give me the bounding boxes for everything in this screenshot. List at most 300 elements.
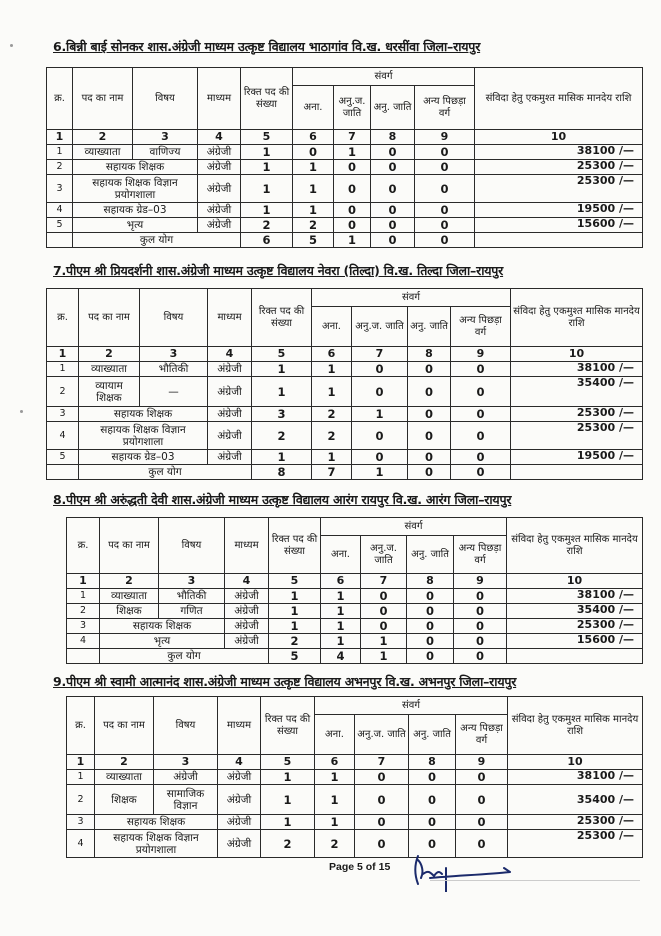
cell-sc: 0 [355,830,409,858]
cell-obc: 0 [451,422,511,450]
cell-general: 1 [293,160,334,175]
cell-post: सहायक ग्रेड–03 [79,450,208,465]
cell-general: 1 [315,785,355,815]
column-number-row [67,755,643,770]
table-row [47,218,643,233]
cell-sr: 4 [67,634,100,649]
cell-salary: 25300 /— [511,422,643,450]
header-obc: अन्य पिछड़ा वर्ग [415,86,475,130]
cell-salary: 19500 /— [475,203,643,218]
cell-sr: 2 [67,785,95,815]
cell-st: 0 [407,589,454,604]
table-row [47,203,643,218]
col-num: 2 [95,755,154,770]
total-sc: 1 [361,649,407,664]
cell-salary: 15600 /— [507,634,643,649]
section-7-title: 7.पीएम श्री प्रियदर्शनी शास.अंग्रेजी माध्यम उत्कृष्ट विद्यालय नेवरा (तिल्दा) वि.ख. तिल्दा जिला–रायपुर [53,263,504,278]
cell-vacant: 1 [269,604,321,619]
cell-sc: 1 [334,145,371,160]
header-post: पद का नाम [95,697,154,755]
total-vacant: 6 [241,233,293,248]
cell-vacant: 1 [261,815,315,830]
cell-post: सहायक शिक्षक [95,815,218,830]
col-num: 8 [408,347,451,362]
cell-medium: अंग्रेजी [225,634,269,649]
header-subject: विषय [154,697,218,755]
cell-post: सहायक शिक्षक विज्ञान प्रयोगशाला [79,422,208,450]
header-general: अना. [315,715,355,755]
cell-salary: 15600 /— [475,218,643,233]
cell-medium: अंग्रेजी [198,218,241,233]
cell-salary: 25300 /— [508,815,643,830]
col-num: 4 [225,574,269,589]
cell-empty [511,465,643,480]
col-num: 5 [261,755,315,770]
header-sc: अनु.ज. जाति [355,715,409,755]
cell-sc: 1 [352,407,408,422]
total-st: 0 [408,465,451,480]
cell-sr: 3 [47,407,79,422]
cell-obc: 0 [456,815,508,830]
header-st: अनु. जाति [409,715,456,755]
section-8-title: 8.पीएम श्री अरुंद्धती देवी शास.अंग्रेजी माध्यम उत्कृष्ट विद्यालय आरंग रायपुर वि.ख. आरंग जिला–रायपुर [53,492,512,507]
cell-empty [475,233,643,248]
section-9-table [66,696,643,858]
cell-empty [47,465,79,480]
cell-sc: 1 [361,634,407,649]
cell-vacant: 2 [252,422,312,450]
cell-obc: 0 [454,634,507,649]
cell-obc: 0 [415,203,475,218]
cell-vacant: 1 [261,785,315,815]
col-num: 10 [507,574,643,589]
cell-subject: — [140,377,208,407]
cell-sc: 0 [352,377,408,407]
table-row [67,589,643,604]
total-general: 7 [312,465,352,480]
cell-salary: 25300 /— [508,830,643,858]
cell-st: 0 [407,619,454,634]
cell-medium: अंग्रेजी [225,619,269,634]
table-row [67,770,643,785]
cell-sr: 3 [67,619,100,634]
col-num: 8 [371,130,415,145]
cell-sc: 0 [352,450,408,465]
cell-subject: अंग्रेजी [154,770,218,785]
col-num: 7 [334,130,371,145]
cell-post: व्याख्याता [95,770,154,785]
cell-sr: 2 [47,160,73,175]
col-num: 10 [511,347,643,362]
col-num: 7 [361,574,407,589]
header-cadre: संवर्ग [312,289,511,307]
cell-post: व्याख्याता [79,362,140,377]
col-num: 10 [475,130,643,145]
cell-salary: 38100 /— [475,145,643,160]
cell-sc: 0 [352,362,408,377]
col-num: 2 [100,574,159,589]
cell-subject: सामाजिक विज्ञान [154,785,218,815]
header-vacant: रिक्त पद की संख्या [269,518,321,574]
header-post: पद का नाम [79,289,140,347]
cell-sc: 0 [355,770,409,785]
cell-medium: अंग्रेजी [208,450,252,465]
col-num: 3 [159,574,225,589]
total-general: 5 [293,233,334,248]
header-cadre: संवर्ग [293,68,475,86]
col-num: 9 [415,130,475,145]
cell-sr: 5 [47,450,79,465]
col-num: 3 [140,347,208,362]
cell-post: सहायक शिक्षक [73,160,198,175]
cell-general: 2 [293,218,334,233]
header-post: पद का नाम [100,518,159,574]
table-row [47,362,643,377]
cell-obc: 0 [456,770,508,785]
header-sc: अनु.ज. जाति [361,536,407,574]
cell-general: 1 [312,450,352,465]
header-sr: क्र. [67,518,100,574]
header-medium: माध्यम [218,697,261,755]
cell-st: 0 [371,145,415,160]
cell-sr: 2 [67,604,100,619]
cell-salary: 25300 /— [507,619,643,634]
cell-general: 1 [312,377,352,407]
cell-obc: 0 [451,377,511,407]
cell-medium: अंग्रेजी [198,145,241,160]
col-num: 6 [321,574,361,589]
col-num: 8 [409,755,456,770]
column-number-row [47,130,643,145]
col-num: 3 [154,755,218,770]
header-sr: क्र. [47,68,73,130]
cell-vacant: 1 [252,450,312,465]
header-post: पद का नाम [73,68,133,130]
table-row [47,160,643,175]
header-subject: विषय [140,289,208,347]
margin-mark [10,44,13,47]
cell-general: 1 [321,634,361,649]
cell-salary: 35400 /— [511,377,643,407]
cell-general: 1 [315,815,355,830]
col-num: 4 [218,755,261,770]
cell-obc: 0 [415,175,475,203]
cell-st: 0 [408,377,451,407]
col-num: 10 [508,755,643,770]
cell-st: 0 [408,422,451,450]
cell-general: 2 [312,422,352,450]
col-num: 3 [133,130,198,145]
cell-vacant: 3 [252,407,312,422]
cell-medium: अंग्रेजी [218,770,261,785]
total-label: कुल योग [100,649,269,664]
col-num: 1 [47,347,79,362]
header-sr: क्र. [67,697,95,755]
cell-post: शिक्षक [95,785,154,815]
cell-salary: 25300 /— [475,175,643,203]
cell-general: 1 [293,175,334,203]
total-row [47,233,643,248]
cell-sr: 5 [47,218,73,233]
header-medium: माध्यम [198,68,241,130]
cell-obc: 0 [456,830,508,858]
cell-sr: 1 [47,145,73,160]
cell-st: 0 [407,634,454,649]
col-num: 4 [208,347,252,362]
cell-medium: अंग्रेजी [225,604,269,619]
col-num: 1 [67,755,95,770]
total-obc: 0 [451,465,511,480]
col-num: 1 [47,130,73,145]
header-general: अना. [321,536,361,574]
col-num: 2 [79,347,140,362]
total-st: 0 [371,233,415,248]
header-medium: माध्यम [208,289,252,347]
margin-mark [20,410,23,413]
table-row [67,815,643,830]
header-medium: माध्यम [225,518,269,574]
col-num: 7 [352,347,408,362]
table-row [67,830,643,858]
footer-rule [430,880,640,881]
cell-post: सहायक शिक्षक [100,619,225,634]
header-obc: अन्य पिछड़ा वर्ग [454,536,507,574]
page-number: Page 5 of 15 [329,861,391,873]
total-sc: 1 [334,233,371,248]
header-subject: विषय [159,518,225,574]
col-num: 9 [454,574,507,589]
cell-obc: 0 [454,604,507,619]
cell-medium: अंग्रेजी [208,407,252,422]
cell-sr: 2 [47,377,79,407]
cell-st: 0 [409,815,456,830]
cell-obc: 0 [415,218,475,233]
cell-vacant: 2 [261,830,315,858]
cell-medium: अंग्रेजी [198,203,241,218]
header-cadre: संवर्ग [315,697,508,715]
cell-sc: 0 [361,604,407,619]
header-vacant: रिक्त पद की संख्या [252,289,312,347]
header-cadre: संवर्ग [321,518,507,536]
section-9-title: 9.पीएम श्री स्वामी आत्मानंद शास.अंग्रेजी माध्यम उत्कृष्ट विद्यालय अभनपुर वि.ख. अभनपुर जिला–रायपुर [53,674,517,689]
cell-sc: 0 [334,218,371,233]
cell-sc: 0 [352,422,408,450]
col-num: 4 [198,130,241,145]
cell-subject: गणित [159,604,225,619]
cell-sc: 0 [361,589,407,604]
cell-medium: अंग्रेजी [218,815,261,830]
cell-vacant: 1 [241,175,293,203]
cell-subject: भौतिकी [159,589,225,604]
cell-sr: 4 [47,203,73,218]
header-salary: संविदा हेतु एकमुश्त मासिक मानदेय राशि [475,68,643,130]
cell-obc: 0 [454,619,507,634]
cell-obc: 0 [454,589,507,604]
cell-salary: 38100 /— [511,362,643,377]
cell-obc: 0 [456,785,508,815]
cell-empty [507,649,643,664]
header-salary: संविदा हेतु एकमुश्त मासिक मानदेय राशि [507,518,643,574]
cell-vacant: 1 [241,145,293,160]
table-row [47,450,643,465]
table-row [67,604,643,619]
cell-medium: अंग्रेजी [208,422,252,450]
header-salary: संविदा हेतु एकमुश्त मासिक मानदेय राशि [508,697,643,755]
col-num: 5 [241,130,293,145]
cell-st: 0 [371,203,415,218]
cell-vacant: 1 [261,770,315,785]
cell-salary: 25300 /— [475,160,643,175]
cell-st: 0 [371,160,415,175]
cell-st: 0 [408,362,451,377]
column-number-row [47,347,643,362]
cell-vacant: 2 [269,634,321,649]
col-num: 5 [252,347,312,362]
table-row [67,634,643,649]
header-vacant: रिक्त पद की संख्या [261,697,315,755]
cell-sc: 0 [334,175,371,203]
cell-sr: 4 [67,830,95,858]
cell-post: व्याख्याता [73,145,133,160]
total-vacant: 8 [252,465,312,480]
total-st: 0 [407,649,454,664]
section-6-title: 6.बिन्नी बाई सोनकर शास.अंग्रेजी माध्यम उत्कृष्ट विद्यालय भाठागांव वि.ख. धरसींवा जिला–रायपुर [53,39,481,54]
header-st: अनु. जाति [371,86,415,130]
cell-st: 0 [409,830,456,858]
col-num: 2 [73,130,133,145]
cell-st: 0 [408,450,451,465]
cell-obc: 0 [451,450,511,465]
header-obc: अन्य पिछड़ा वर्ग [456,715,508,755]
cell-salary: 25300 /— [511,407,643,422]
header-general: अना. [312,307,352,347]
header-sc: अनु.ज. जाति [352,307,408,347]
cell-obc: 0 [415,145,475,160]
cell-sr: 1 [67,770,95,785]
cell-obc: 0 [415,160,475,175]
cell-general: 1 [293,203,334,218]
cell-medium: अंग्रेजी [208,362,252,377]
table-row [47,377,643,407]
cell-sc: 0 [361,619,407,634]
cell-sr: 1 [67,589,100,604]
header-st: अनु. जाति [408,307,451,347]
col-num: 9 [456,755,508,770]
cell-post: व्याख्याता [100,589,159,604]
cell-vacant: 1 [269,619,321,634]
cell-empty [67,649,100,664]
cell-general: 1 [321,589,361,604]
cell-sc: 0 [334,160,371,175]
col-num: 6 [312,347,352,362]
cell-post: भृत्य [73,218,198,233]
cell-post: व्यायाम शिक्षक [79,377,140,407]
cell-vacant: 1 [252,377,312,407]
cell-st: 0 [407,604,454,619]
total-sc: 1 [352,465,408,480]
table-row [47,145,643,160]
header-general: अना. [293,86,334,130]
col-num: 1 [67,574,100,589]
cell-sc: 0 [355,785,409,815]
cell-vacant: 1 [252,362,312,377]
cell-sr: 1 [47,362,79,377]
cell-st: 0 [409,785,456,815]
cell-vacant: 2 [241,218,293,233]
header-sc: अनु.ज. जाति [334,86,371,130]
section-8-table [66,517,643,664]
header-subject: विषय [133,68,198,130]
section-6-table [46,67,643,248]
cell-general: 0 [293,145,334,160]
cell-medium: अंग्रेजी [218,785,261,815]
cell-vacant: 1 [269,589,321,604]
cell-salary: 38100 /— [508,770,643,785]
cell-post: शिक्षक [100,604,159,619]
table-row [67,619,643,634]
section-7-table [46,288,643,480]
col-num: 9 [451,347,511,362]
total-row [47,465,643,480]
cell-post: सहायक शिक्षक [79,407,208,422]
total-obc: 0 [415,233,475,248]
cell-post: सहायक शिक्षक विज्ञान प्रयोगशाला [73,175,198,203]
col-num: 6 [315,755,355,770]
header-st: अनु. जाति [407,536,454,574]
cell-general: 1 [315,770,355,785]
total-row [67,649,643,664]
cell-salary: 35400 /— [508,785,643,815]
cell-general: 1 [321,619,361,634]
cell-st: 0 [371,218,415,233]
cell-vacant: 1 [241,160,293,175]
table-row [47,407,643,422]
header-obc: अन्य पिछड़ा वर्ग [451,307,511,347]
cell-post: सहायक शिक्षक विज्ञान प्रयोगशाला [95,830,218,858]
total-label: कुल योग [79,465,252,480]
cell-salary: 19500 /— [511,450,643,465]
cell-sr: 4 [47,422,79,450]
col-num: 7 [355,755,409,770]
cell-general: 2 [312,407,352,422]
cell-vacant: 1 [241,203,293,218]
cell-medium: अंग्रेजी [208,377,252,407]
cell-subject: भौतिकी [140,362,208,377]
cell-sc: 0 [334,203,371,218]
cell-sr: 3 [47,175,73,203]
header-vacant: रिक्त पद की संख्या [241,68,293,130]
column-number-row [67,574,643,589]
cell-general: 1 [321,604,361,619]
cell-medium: अंग्रेजी [225,589,269,604]
cell-general: 2 [315,830,355,858]
col-num: 6 [293,130,334,145]
cell-post: सहायक ग्रेड–03 [73,203,198,218]
table-row [47,175,643,203]
cell-sc: 0 [355,815,409,830]
cell-salary: 35400 /— [507,604,643,619]
cell-st: 0 [371,175,415,203]
cell-obc: 0 [451,362,511,377]
col-num: 8 [407,574,454,589]
total-vacant: 5 [269,649,321,664]
total-general: 4 [321,649,361,664]
cell-st: 0 [409,770,456,785]
cell-st: 0 [408,407,451,422]
cell-salary: 38100 /— [507,589,643,604]
cell-medium: अंग्रेजी [198,160,241,175]
table-row [67,785,643,815]
